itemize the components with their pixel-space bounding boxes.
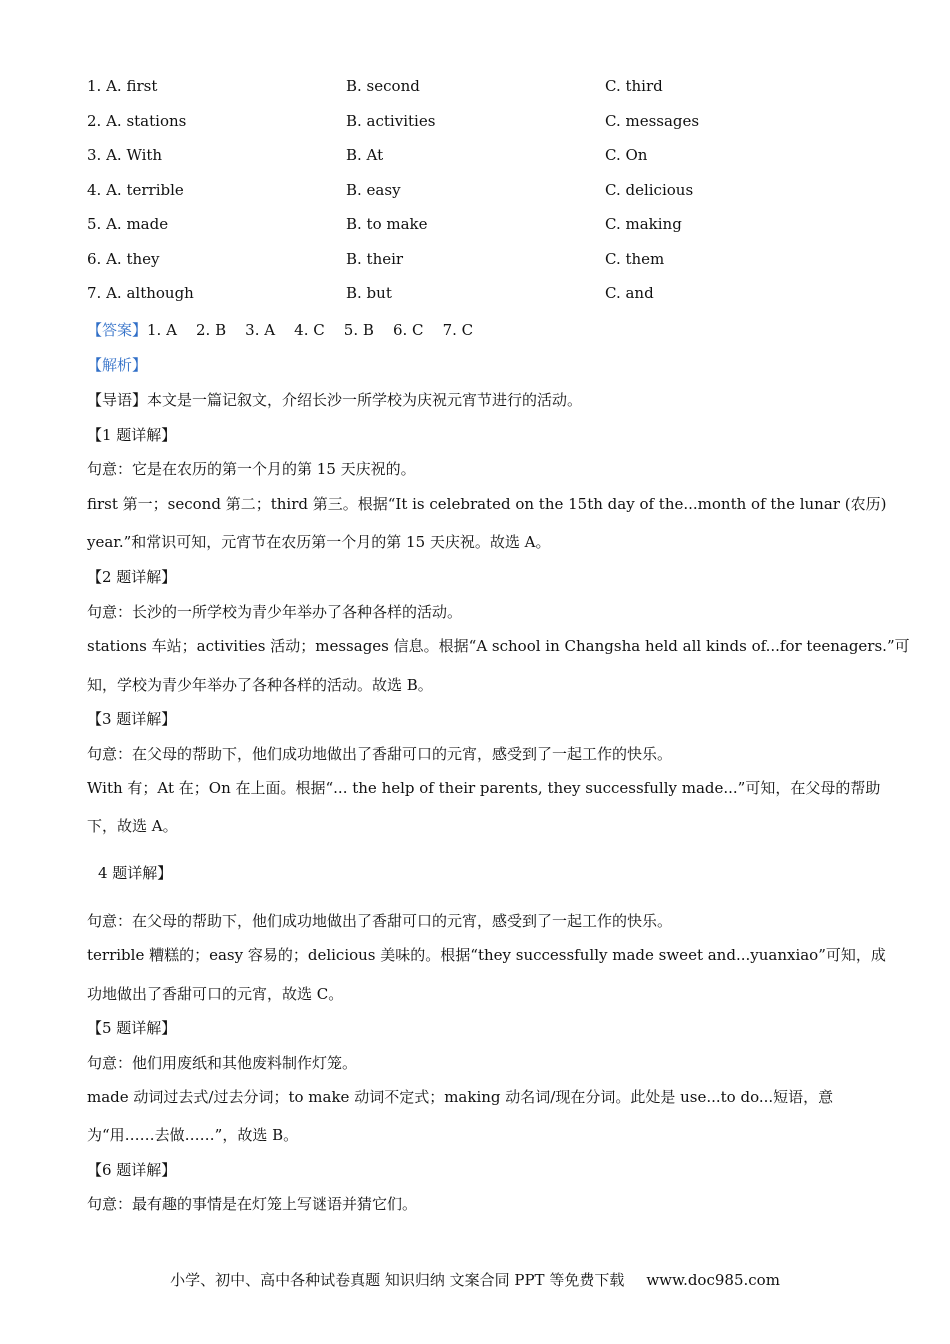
option-row-7 bbox=[0, 284, 950, 308]
explanation-line: 功地做出了香甜可口的元宵，故选 C。 bbox=[87, 985, 344, 1003]
explanation-line: 为“用……去做……”，故选 B。 bbox=[87, 1126, 299, 1144]
option-c: C. delicious bbox=[605, 181, 694, 199]
explanation-line: 知，学校为青少年举办了各种各样的活动。故选 B。 bbox=[87, 676, 433, 694]
option-c: C. messages bbox=[605, 112, 700, 130]
option-b: B. easy bbox=[346, 181, 401, 199]
explanation-line: year.”和常识可知，元宵节在农历第一个月的第 15 天庆祝。故选 A。 bbox=[87, 533, 551, 551]
sentence-meaning: 句意：最有趣的事情是在灯笼上写谜语并猜它们。 bbox=[87, 1195, 418, 1213]
answer-line bbox=[87, 319, 473, 340]
option-row-5 bbox=[0, 215, 950, 239]
option-c: C. third bbox=[605, 77, 663, 95]
sentence-meaning: 句意：他们用废纸和其他废料制作灯笼。 bbox=[87, 1054, 358, 1072]
section-heading-2: 【2 题详解】 bbox=[87, 568, 177, 586]
section-heading-6: 【6 题详解】 bbox=[87, 1161, 177, 1179]
option-c: C. them bbox=[605, 250, 665, 268]
option-row-6 bbox=[0, 250, 950, 274]
option-a: 3. A. With bbox=[87, 146, 163, 164]
option-b: B. but bbox=[346, 284, 392, 302]
option-a: 6. A. they bbox=[87, 250, 160, 268]
option-a: 4. A. terrible bbox=[87, 181, 184, 199]
option-c: C. On bbox=[605, 146, 648, 164]
section-heading-5: 【5 题详解】 bbox=[87, 1019, 177, 1037]
option-a: 1. A. first bbox=[87, 77, 158, 95]
section-heading-4: 4 题详解】 bbox=[98, 864, 173, 882]
explanation-line: stations 车站；activities 活动；messages 信息。根据“A school in Changsha held all kinds of...for teenagers.”可 bbox=[87, 637, 910, 655]
footer-url[interactable]: www.doc985.com bbox=[646, 1271, 780, 1289]
option-b: B. second bbox=[346, 77, 420, 95]
explanation-line: 下，故选 A。 bbox=[87, 817, 178, 835]
explanation-line: With 有；At 在；On 在上面。根据“... the help of their parents, they successfully made...”可知，在父母的帮助 bbox=[87, 779, 881, 797]
option-a: 2. A. stations bbox=[87, 112, 187, 130]
footer-text: 小学、初中、高中各种试卷真题 知识归纳 文案合同 PPT 等免费下载 bbox=[170, 1271, 625, 1289]
option-c: C. and bbox=[605, 284, 654, 302]
section-heading-3: 【3 题详解】 bbox=[87, 710, 177, 728]
option-a: 5. A. made bbox=[87, 215, 169, 233]
sentence-meaning: 句意：在父母的帮助下，他们成功地做出了香甜可口的元宵，感受到了一起工作的快乐。 bbox=[87, 912, 673, 930]
page-footer bbox=[0, 1269, 950, 1290]
option-b: B. At bbox=[346, 146, 384, 164]
option-c: C. making bbox=[605, 215, 682, 233]
option-row-2 bbox=[0, 112, 950, 136]
sentence-meaning: 句意：在父母的帮助下，他们成功地做出了香甜可口的元宵，感受到了一起工作的快乐。 bbox=[87, 745, 673, 763]
answer-key: 1. A 2. B 3. A 4. C 5. B 6. C 7. C bbox=[147, 321, 474, 339]
intro-line: 【导语】本文是一篇记叙文，介绍长沙一所学校为庆祝元宵节进行的活动。 bbox=[87, 391, 583, 409]
option-a: 7. A. although bbox=[87, 284, 194, 302]
answer-tag: 【答案】 bbox=[87, 321, 148, 339]
explanation-line: terrible 糟糕的；easy 容易的；delicious 美味的。根据“they successfully made sweet and...yuanxiao”可知，成 bbox=[87, 946, 886, 964]
option-row-1 bbox=[0, 77, 950, 101]
option-row-3 bbox=[0, 146, 950, 170]
explanation-line: made 动词过去式/过去分词；to make 动词不定式；making 动名词/现在分词。此处是 use...to do...短语，意 bbox=[87, 1088, 834, 1106]
option-b: B. to make bbox=[346, 215, 428, 233]
sentence-meaning: 句意：长沙的一所学校为青少年举办了各种各样的活动。 bbox=[87, 603, 463, 621]
option-b: B. their bbox=[346, 250, 404, 268]
analysis-tag: 【解析】 bbox=[87, 356, 148, 374]
explanation-line: first 第一；second 第二；third 第三。根据“It is celebrated on the 15th day of the...month of the lunar (农历) bbox=[87, 495, 887, 513]
option-row-4 bbox=[0, 181, 950, 205]
option-b: B. activities bbox=[346, 112, 436, 130]
section-heading-1: 【1 题详解】 bbox=[87, 426, 177, 444]
sentence-meaning: 句意：它是在农历的第一个月的第 15 天庆祝的。 bbox=[87, 460, 416, 478]
